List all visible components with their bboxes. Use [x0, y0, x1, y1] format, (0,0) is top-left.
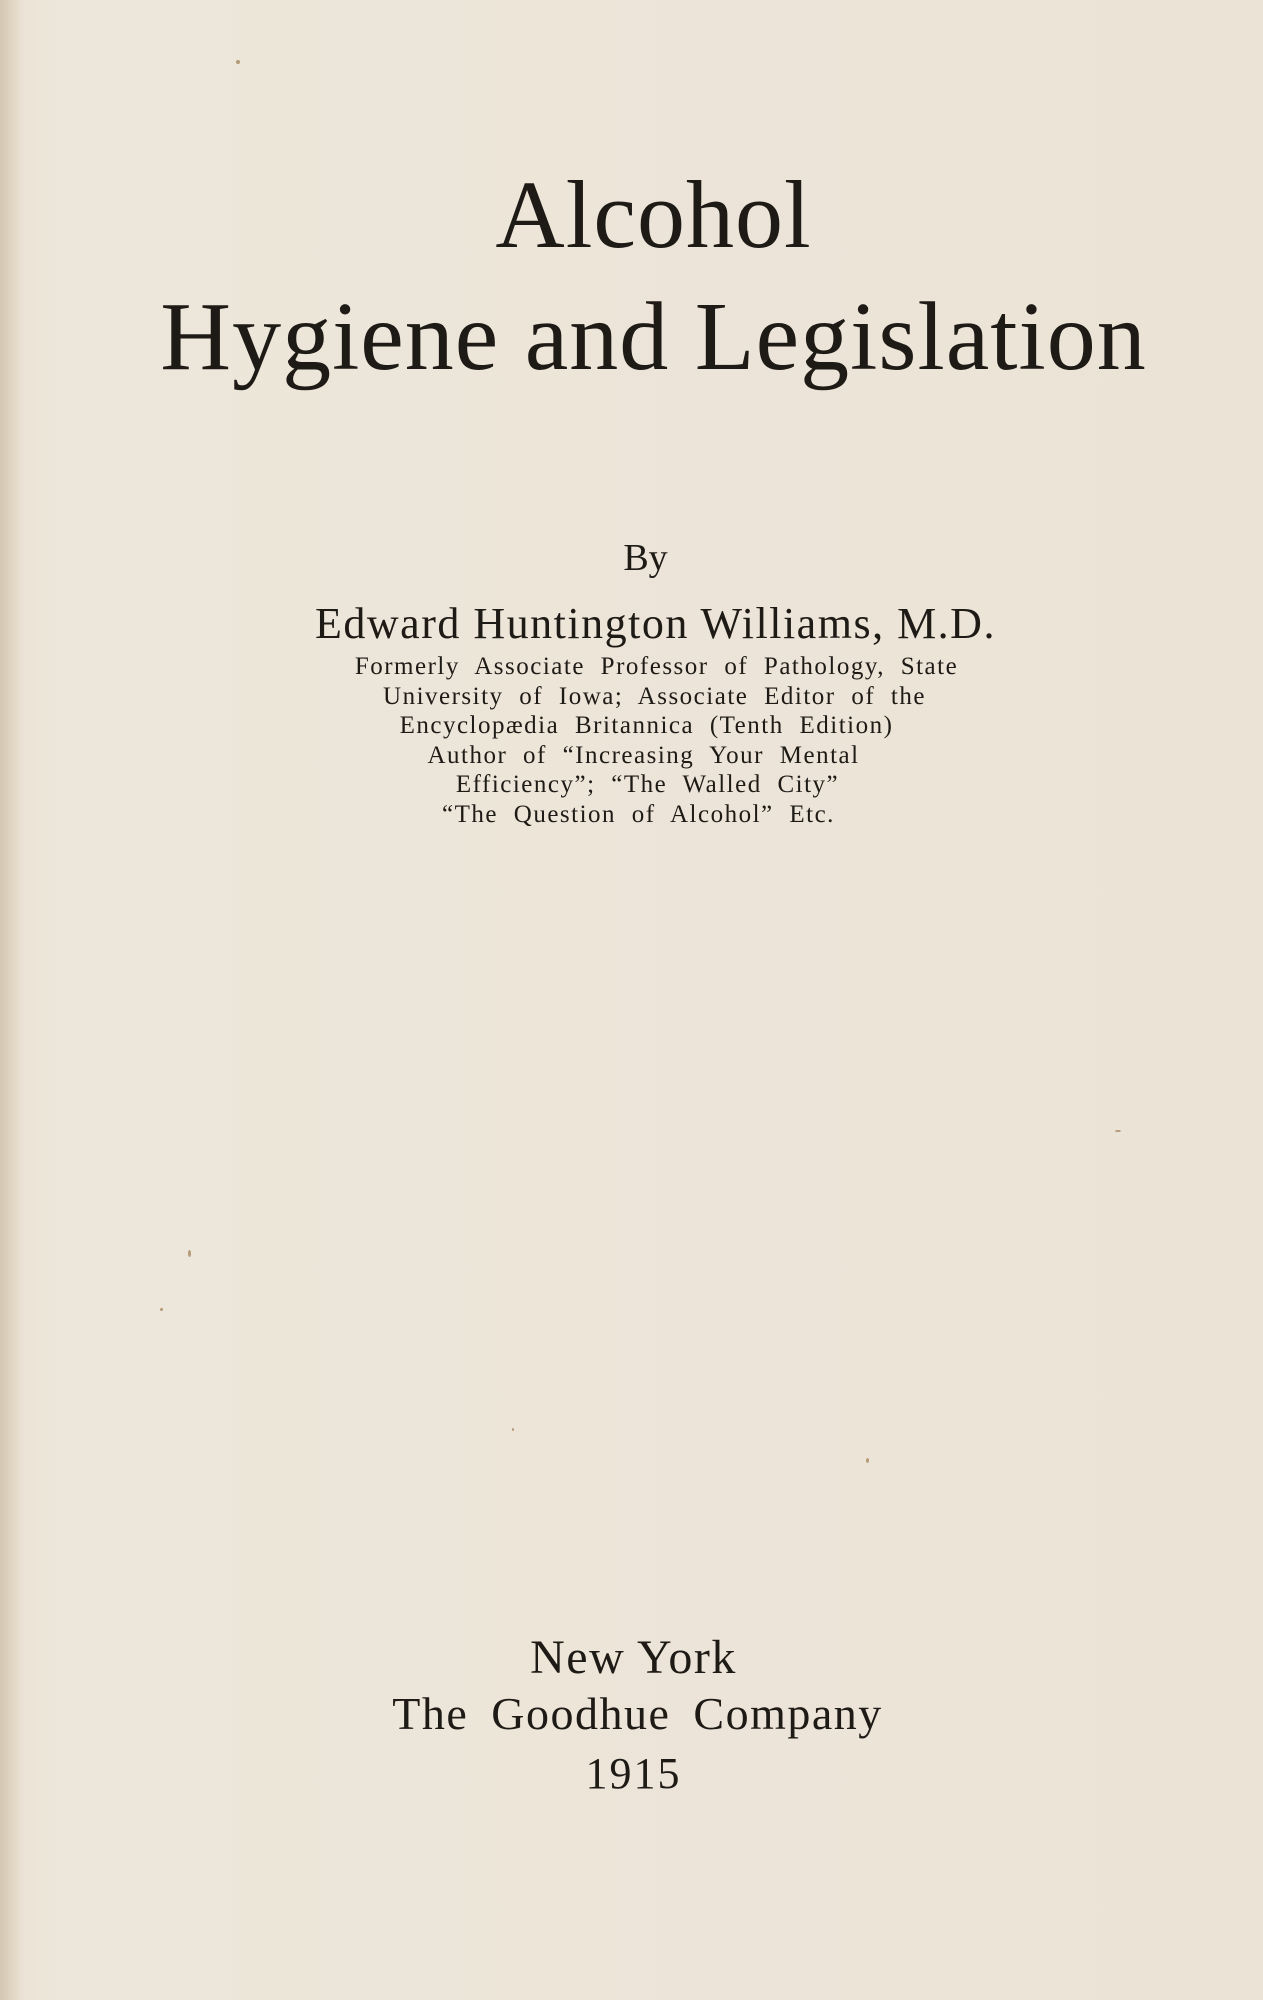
paper-speck — [188, 1250, 191, 1257]
publication-year: 1915 — [585, 1749, 682, 1798]
book-title-line-1: Alcohol — [495, 161, 812, 268]
paper-speck — [160, 1308, 163, 1311]
author-name: Edward Huntington Williams, M.D. — [315, 599, 996, 648]
credential-line: Formerly Associate Professor of Pathology, State — [354, 653, 959, 680]
book-title-line-2: Hygiene and Legislation — [160, 283, 1147, 391]
paper-speck — [236, 60, 240, 64]
paper-speck — [512, 1428, 514, 1431]
credential-line: “The Question of Alcohol” Etc. — [442, 800, 835, 828]
credential-line: University of Iowa; Associate Editor of the — [383, 682, 926, 710]
publication-place: New York — [530, 1631, 737, 1684]
paper-speck — [1115, 1130, 1121, 1132]
paper-speck — [866, 1458, 869, 1463]
credential-line: Efficiency”; “The Walled City” — [455, 771, 840, 798]
author-credentials — [0, 652, 1263, 829]
by-label: By — [623, 537, 668, 579]
credential-line: Author of “Increasing Your Mental — [427, 741, 860, 769]
publisher-name: The Goodhue Company — [392, 1688, 883, 1739]
credential-line: Encyclopædia Britannica (Tenth Edition) — [399, 712, 894, 739]
